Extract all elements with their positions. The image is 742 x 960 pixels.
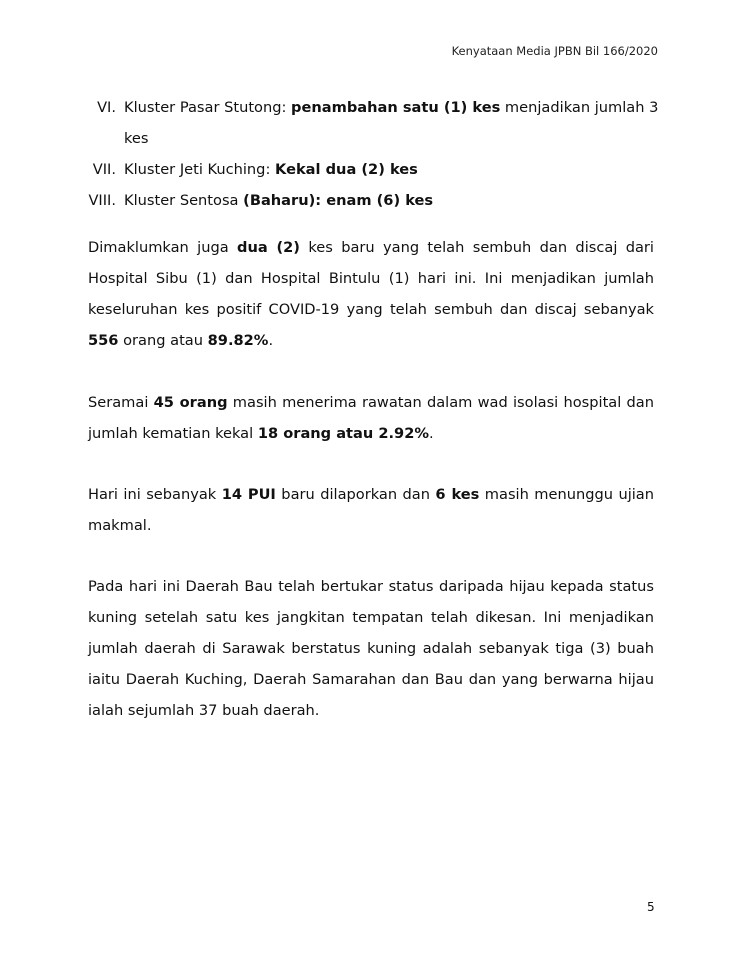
bold-span: penambahan satu (1) kes: [291, 99, 501, 116]
text-span: baru dilaporkan dan: [275, 486, 436, 503]
text-span: masih menunggu ujian makmal.: [88, 486, 654, 534]
cluster-list: [76, 92, 676, 216]
text-span: masih menerima rawatan dalam wad isolasi hospital dan jumlah kematian kekal: [88, 394, 654, 442]
bold-span: (Baharu): enam (6) kes: [243, 192, 434, 209]
bold-span: 89.82%: [207, 332, 269, 349]
paragraph-pui: [88, 479, 654, 541]
text-span: Pada hari ini Daerah Bau telah bertukar status daripada hijau kepada status kuning setelah satu kes jangkitan tempatan telah dikesan. Ini menjadikan jumlah daerah di Sarawak berstatus kuning adalah sebanyak tiga (3) buah iaitu Daerah Kuching, Daerah Samarahan dan Bau dan yang berwarna hijau ialah sejumlah 37 buah daerah.: [88, 578, 654, 719]
cluster-item-vi: [76, 92, 676, 154]
bold-span: 18 orang atau 2.92%: [257, 425, 429, 442]
bold-span: 14 PUI: [221, 486, 276, 503]
cluster-item-viii: [76, 185, 676, 216]
text-span: Dimaklumkan juga: [88, 239, 238, 256]
bold-span: dua (2): [237, 239, 300, 256]
cluster-number: VII.: [92, 161, 116, 178]
bold-span: Kekal dua (2) kes: [275, 161, 418, 178]
paragraph-recovered: [88, 232, 654, 356]
bold-span: 556: [88, 332, 119, 349]
text-span: Seramai: [88, 394, 154, 411]
document-header: Kenyataan Media JPBN Bil 166/2020: [451, 44, 658, 58]
page-number: 5: [647, 900, 655, 914]
cluster-item-vii: [76, 154, 676, 185]
cluster-text: [124, 92, 676, 154]
text-span: .: [428, 425, 434, 442]
text-span: .: [268, 332, 274, 349]
paragraph-district-status: [88, 571, 654, 726]
cluster-number: VIII.: [88, 192, 116, 209]
cluster-number: VI.: [97, 99, 116, 116]
bold-span: 45 orang: [153, 394, 228, 411]
text-span: orang atau: [118, 332, 208, 349]
cluster-text: [124, 185, 676, 216]
text-span: Hari ini sebanyak: [88, 486, 222, 503]
text-span: Kluster Pasar Stutong:: [124, 99, 292, 116]
text-span: kes baru yang telah sembuh dan discaj dari Hospital Sibu (1) dan Hospital Bintulu (1) hari ini. Ini menjadikan jumlah keseluruhan kes positif COVID-19 yang telah sembuh dan discaj sebanyak: [88, 239, 654, 318]
text-span: menjadikan jumlah 3 kes: [124, 99, 659, 147]
bold-span: 6 kes: [435, 486, 480, 503]
text-span: Kluster Sentosa: [124, 192, 244, 209]
paragraph-treatment: [88, 387, 654, 449]
cluster-text: [124, 154, 676, 185]
text-span: Kluster Jeti Kuching:: [124, 161, 276, 178]
